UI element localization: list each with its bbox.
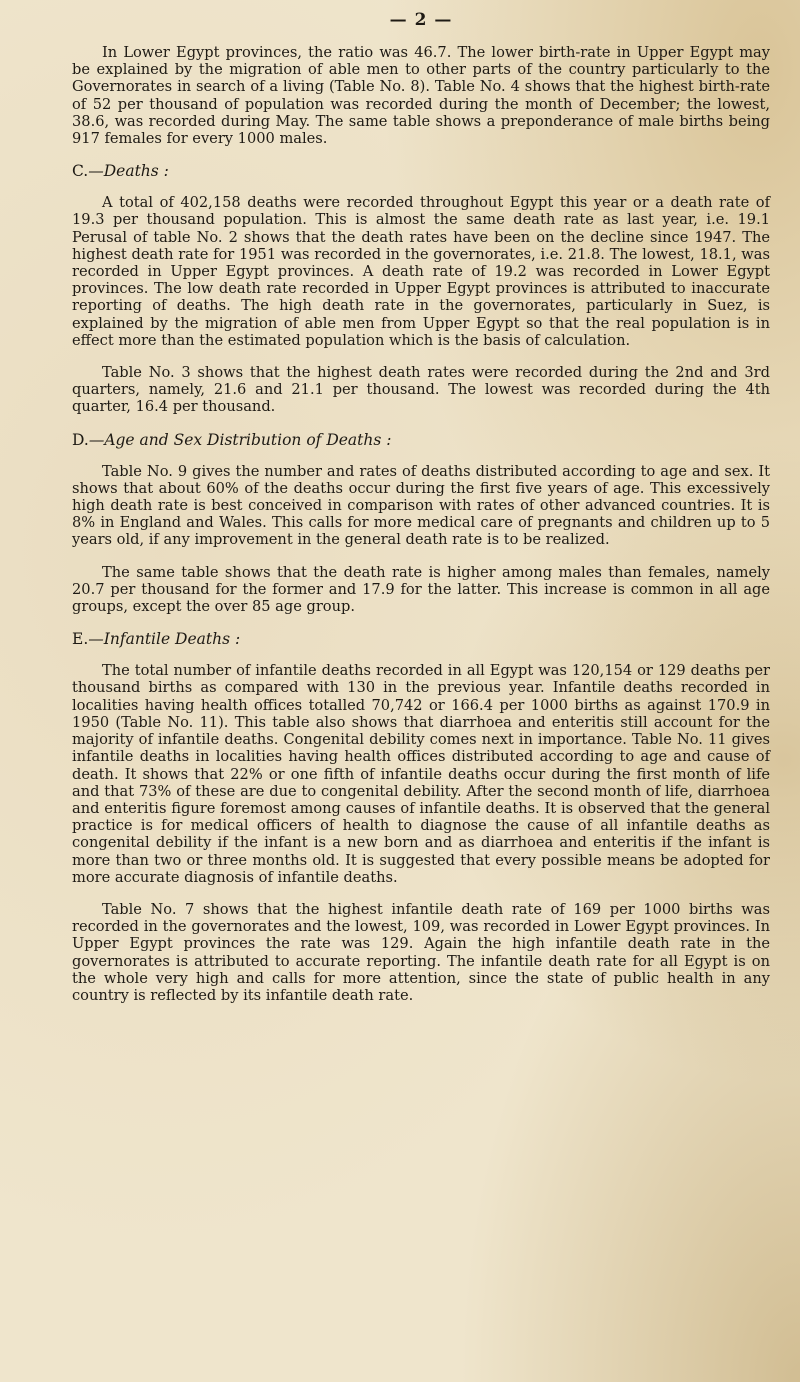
page-number: — 2 —: [389, 10, 453, 30]
section-d-paragraph-2: The same table shows that the death rate is higher among males than females, namely 20.7 per thousand for the former and 17.9 for the latter. This increase is common in all age groups, except the over 85 age group.: [72, 563, 770, 616]
section-c-title: —Deaths :: [88, 162, 169, 181]
section-d-title: —Age and Sex Distribution of Deaths :: [88, 430, 392, 449]
section-d-heading: [72, 431, 770, 449]
section-e-paragraph-1: The total number of infantile deaths recorded in all Egypt was 120,154 or 129 deaths per thousand births as compared with 130 in the previous year. Infantile deaths recorded in localities having health offices totalled 70,742 or 166.4 per 1000 births as against 170.9 in 1950 (Table No. 11). This table also shows that diarrhoea and enteritis still account for the majority of infantile deaths. Congenital debility comes next in importance. Table No. 11 gives infantile deaths in localities having health offices distributed according to age and cause of death. It shows that 22% or one fifth of infantile deaths occur during the first month of life and that 73% of these are due to congenital debility. After the second month of life, diarrhoea and enteritis figure foremost among causes of infantile deaths. It is observed that the general practice is for medical officers of health to diagnose the cause of all infantile deaths as congenital debility if the infant is a new born and as diarrhoea and enteritis if the infant is more than two or three months old. It is suggested that every possible means be adopted for more accurate diagnosis of infantile deaths.: [72, 662, 770, 886]
section-c-paragraph-1: A total of 402,158 deaths were recorded throughout Egypt this year or a death rate of 19.3 per thousand population. This is almost the same death rate as last year, i.e. 19.1 Perusal of table No. 2 shows that the death rates have been on the decline since 1947. The highest death rate for 1951 was recorded in the governorates, i.e. 21.8. The lowest, 18.1, was recorded in Upper Egypt provinces. A death rate of 19.2 was recorded in Lower Egypt provinces. The low death rate recorded in Upper Egypt provinces is attributed to inaccurate reporting of deaths. The high death rate in the governorates, particularly in Suez, is explained by the migration of able men from Upper Egypt so that the real population is in effect more than the estimated population which is the basis of calculation.: [72, 194, 770, 349]
intro-paragraph: In Lower Egypt provinces, the ratio was 46.7. The lower birth-rate in Upper Egypt may be explained by the migration of able men to other parts of the country particularly to the Governorates in search of a living (Table No. 8). Table No. 4 shows that the highest birth-rate of 52 per thousand of population was recorded during the month of December; the lowest, 38.6, was recorded during May. The same table shows a preponderance of male births being 917 females for every 1000 males.: [72, 44, 770, 148]
section-d-paragraph-1: Table No. 9 gives the number and rates of deaths distributed according to age and sex. It shows that about 60% of the deaths occur during the first five years of age. This excessively high death rate is best conceived in comparison with rates of other advanced countries. It is 8% in England and Wales. This calls for more medical care of pregnants and children up to 5 years old, if any improvement in the general death rate is to be realized.: [72, 462, 770, 549]
section-c-paragraph-2: Table No. 3 shows that the highest death rates were recorded during the 2nd and 3rd quarters, namely, 21.6 and 21.1 per thousand. The lowest was recorded during the 4th quarter, 16.4 per thousand.: [72, 364, 770, 416]
section-e-title: —Infantile Deaths :: [88, 630, 241, 649]
section-d-letter: D.: [72, 430, 89, 449]
section-c-letter: C.: [72, 162, 89, 181]
section-c-heading: [72, 162, 770, 180]
section-e-letter: E.: [72, 630, 89, 649]
section-e-heading: [72, 630, 770, 648]
section-e-paragraph-2: Table No. 7 shows that the highest infantile death rate of 169 per 1000 births was recorded in the governorates and the lowest, 109, was recorded in Lower Egypt provinces. In Upper Egypt provinces the rate was 129. Again the high infantile death rate in the governorates is attributed to accurate reporting. The infantile death rate for all Egypt is on the whole very high and calls for more attention, since the state of public health in any country is reflected by its infantile death rate.: [72, 900, 770, 1004]
